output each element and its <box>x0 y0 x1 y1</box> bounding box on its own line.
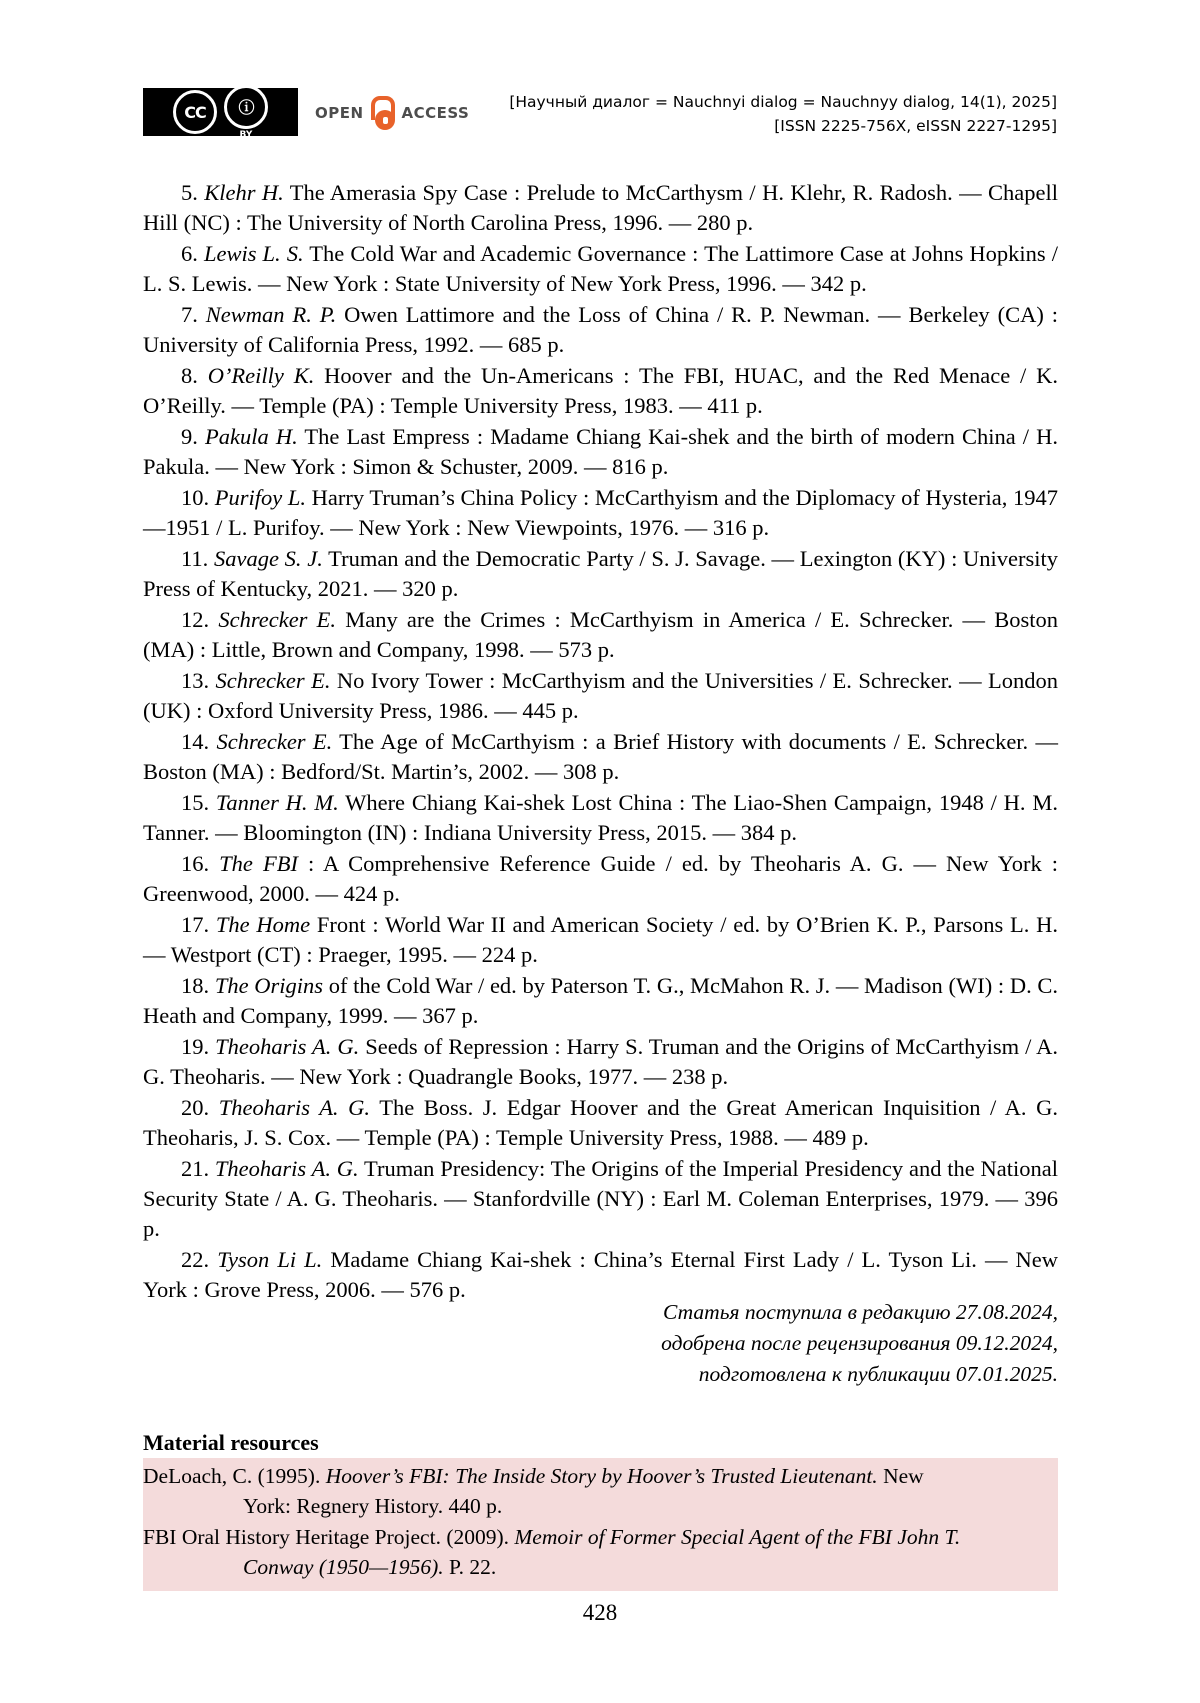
entry-text: The Boss. J. Edgar Hoover and the Great American Inquisition / A. G. Theoharis, J. S. Cox. — Temple (PA) : Temple University Press, 1988. — 489 p. <box>143 1094 1059 1151</box>
entry-author: The Home <box>215 911 311 937</box>
bibliography-entry <box>143 910 1058 971</box>
date-submitted: Статья поступила в редакцию 27.08.2024, <box>662 1300 1058 1324</box>
resource-page-info: P. 22. <box>443 1554 497 1579</box>
bibliography-entry <box>143 849 1058 910</box>
entry-author: Tanner H. M. <box>215 789 339 815</box>
cc-by-person-icon: ⓘ <box>224 85 268 129</box>
entry-number: 7. <box>181 301 198 327</box>
resource-title: Hoover’s FBI: The Inside Story by Hoover’s Trusted Lieutenant. <box>325 1464 878 1488</box>
page-header <box>143 78 1057 140</box>
entry-number: 15. <box>181 789 210 815</box>
bibliography-entry <box>143 300 1058 361</box>
bibliography-entry <box>143 239 1058 300</box>
entry-number: 17. <box>181 911 210 937</box>
creative-commons-badge <box>143 88 298 140</box>
entry-author: Schrecker E. <box>216 728 333 754</box>
bibliography-list <box>143 178 1058 1306</box>
open-access-text-right: ACCESS <box>401 104 470 122</box>
entry-number: 19. <box>181 1033 210 1059</box>
entry-number: 20. <box>181 1094 210 1120</box>
entry-number: 22. <box>181 1246 210 1272</box>
entry-number: 11. <box>181 545 209 571</box>
entry-text: Many are the Crimes : McCarthyism in America / E. Schrecker. — Boston (MA) : Little, Brown and Company, 1998. — 573 p. <box>143 606 1059 663</box>
entry-text: No Ivory Tower : McCarthyism and the Universities / E. Schrecker. — London (UK) : Oxford University Press, 1986. — 445 p. <box>143 667 1059 724</box>
entry-text: Madame Chiang Kai-shek : China’s Eternal First Lady / L. Tyson Li. — New York : Grove Press, 2006. — 576 p. <box>143 1246 1058 1303</box>
entry-text: Truman Presidency: The Origins of the Imperial Presidency and the National Security State / A. G. Theoharis. — Stanfordville (NY) : Earl M. Coleman Enterprises, 1979. — 396 p. <box>143 1155 1058 1242</box>
entry-number: 12. <box>181 606 210 632</box>
material-resources-list <box>143 1458 1058 1591</box>
bibliography-entry <box>143 178 1058 239</box>
resource-title-continuation: Conway (1950—1956). <box>243 1554 444 1579</box>
resource-citation-continuation <box>143 1553 1058 1583</box>
entry-text: : A Comprehensive Reference Guide / ed. by Theoharis A. G. — New York : Greenwood, 2000. — 424 p. <box>143 850 1059 907</box>
entry-author: Lewis L. S. <box>203 240 304 266</box>
entry-author: Schrecker E. <box>218 606 337 632</box>
entry-author: Schrecker E. <box>215 667 331 693</box>
resource-citation-lead: FBI Oral History Heritage Project. (2009). <box>143 1525 515 1550</box>
entry-text: The Age of McCarthyism : a Brief History with documents / E. Schrecker. — Boston (MA) : Bedford/St. Martin’s, 2002. — 308 p. <box>143 728 1059 785</box>
material-resources-heading: Material resources <box>143 1430 319 1455</box>
entry-text: of the Cold War / ed. by Paterson T. G., McMahon R. J. — Madison (WI) : D. C. Heath and Company, 1999. — 367 p. <box>143 972 1059 1029</box>
resource-citation-lead: DeLoach, C. (1995). <box>143 1464 326 1488</box>
entry-author: Newman R. P. <box>205 301 337 327</box>
entry-number: 9. <box>181 423 198 449</box>
entry-number: 21. <box>181 1155 210 1181</box>
bibliography-entry <box>143 1032 1058 1093</box>
date-published: подготовлена к публикации 07.01.2025. <box>698 1362 1058 1387</box>
journal-title-line: [Научный диалог = Nauchnyi dialog = Nauchnyy dialog, 14(1), 2025] <box>509 93 1057 111</box>
entry-text: Harry Truman’s China Policy : McCarthyism and the Diplomacy of Hysteria, 1947—1951 / L. Purifoy. — New York : New Viewpoints, 1976. — 316 p. <box>143 484 1058 541</box>
entry-text: The Amerasia Spy Case : Prelude to McCarthysm / H. Klehr, R. Radosh. — Chapell Hill (NC) : The University of North Carolina Press, 1996. — 280 p. <box>143 180 1059 236</box>
entry-author: Purifoy L. <box>214 484 307 510</box>
entry-author: Savage S. J. <box>214 545 323 571</box>
bibliography-entry <box>143 1093 1058 1154</box>
entry-author: O’Reilly K. <box>207 362 315 388</box>
bibliography-entry <box>143 727 1058 788</box>
resource-citation-tail: New <box>877 1464 924 1488</box>
journal-identification <box>509 90 1057 138</box>
entry-author: Theoharis A. G. <box>218 1094 371 1120</box>
entry-author: Pakula H. <box>204 423 298 449</box>
bibliography-entry <box>143 666 1058 727</box>
date-approved: одобрена после рецензирования 09.12.2024, <box>661 1331 1058 1356</box>
bibliography-entry <box>143 544 1058 605</box>
entry-number: 14. <box>181 728 210 754</box>
bibliography-entry <box>143 605 1058 666</box>
entry-text: Front : World War II and American Society / ed. by O’Brien K. P., Parsons L. H. — Westport (CT) : Praeger, 1995. — 224 p. <box>143 911 1059 968</box>
journal-issn-line: [ISSN 2225-756X, eISSN 2227-1295] <box>774 117 1057 136</box>
bibliography-entry <box>143 1154 1058 1245</box>
open-access-logo <box>315 96 469 130</box>
entry-text: Seeds of Repression : Harry S. Truman and the Origins of McCarthyism / A. G. Theoharis. — New York : Quadrangle Books, 1977. — 238 p. <box>143 1033 1058 1090</box>
page-number: 428 <box>582 1600 618 1625</box>
entry-number: 6. <box>181 240 198 266</box>
entry-author: Tyson Li L. <box>217 1246 323 1272</box>
entry-number: 18. <box>181 972 210 998</box>
resource-title: Memoir of Former Special Agent of the FBI John T. <box>514 1525 961 1550</box>
entry-author: The Origins <box>214 972 324 998</box>
open-access-text-left: OPEN <box>315 104 364 122</box>
bibliography-entry <box>143 483 1058 544</box>
entry-author: Theoharis A. G. <box>215 1033 360 1059</box>
entry-author: The FBI <box>219 850 298 876</box>
bibliography-entry <box>143 361 1058 422</box>
material-resource-entry <box>143 1523 1058 1582</box>
entry-text: Owen Lattimore and the Loss of China / R. P. Newman. — Berkeley (CA) : University of California Press, 1992. — 685 p. <box>143 301 1059 358</box>
open-lock-icon <box>370 96 396 130</box>
entry-text: Truman and the Democratic Party / S. J. Savage. — Lexington (KY) : University Press of Kentucky, 2021. — 320 p. <box>143 545 1059 602</box>
submission-dates <box>143 1297 1058 1391</box>
bibliography-entry <box>143 788 1058 849</box>
entry-text: Hoover and the Un-Americans : The FBI, HUAC, and the Red Menace / K. O’Reilly. — Temple (PA) : Temple University Press, 1983. — 411 p. <box>143 362 1058 419</box>
entry-number: 5. <box>181 180 198 205</box>
resource-citation-continuation: York: Regnery History. 440 p. <box>243 1493 503 1518</box>
entry-number: 16. <box>181 850 210 876</box>
entry-number: 13. <box>181 667 210 693</box>
material-resource-entry <box>143 1462 1058 1521</box>
entry-author: Klehr H. <box>204 180 284 205</box>
entry-number: 8. <box>181 362 198 388</box>
bibliography-entry <box>143 971 1058 1032</box>
entry-author: Theoharis A. G. <box>214 1155 359 1181</box>
cc-icon: CC <box>173 90 217 134</box>
entry-text: The Cold War and Academic Governance : The Lattimore Case at Johns Hopkins / L. S. Lewis. — New York : State University of New York Press, 1996. — 342 p. <box>143 240 1058 297</box>
entry-text: Where Chiang Kai-shek Lost China : The Liao-Shen Campaign, 1948 / H. M. Tanner. — Bloomington (IN) : Indiana University Press, 2015. — 384 p. <box>143 789 1058 846</box>
bibliography-entry <box>143 422 1058 483</box>
entry-number: 10. <box>181 484 210 510</box>
cc-by-label: BY <box>239 129 253 140</box>
entry-text: The Last Empress : Madame Chiang Kai-shek and the birth of modern China / H. Pakula. — New York : Simon & Schuster, 2009. — 816 p. <box>143 423 1059 480</box>
